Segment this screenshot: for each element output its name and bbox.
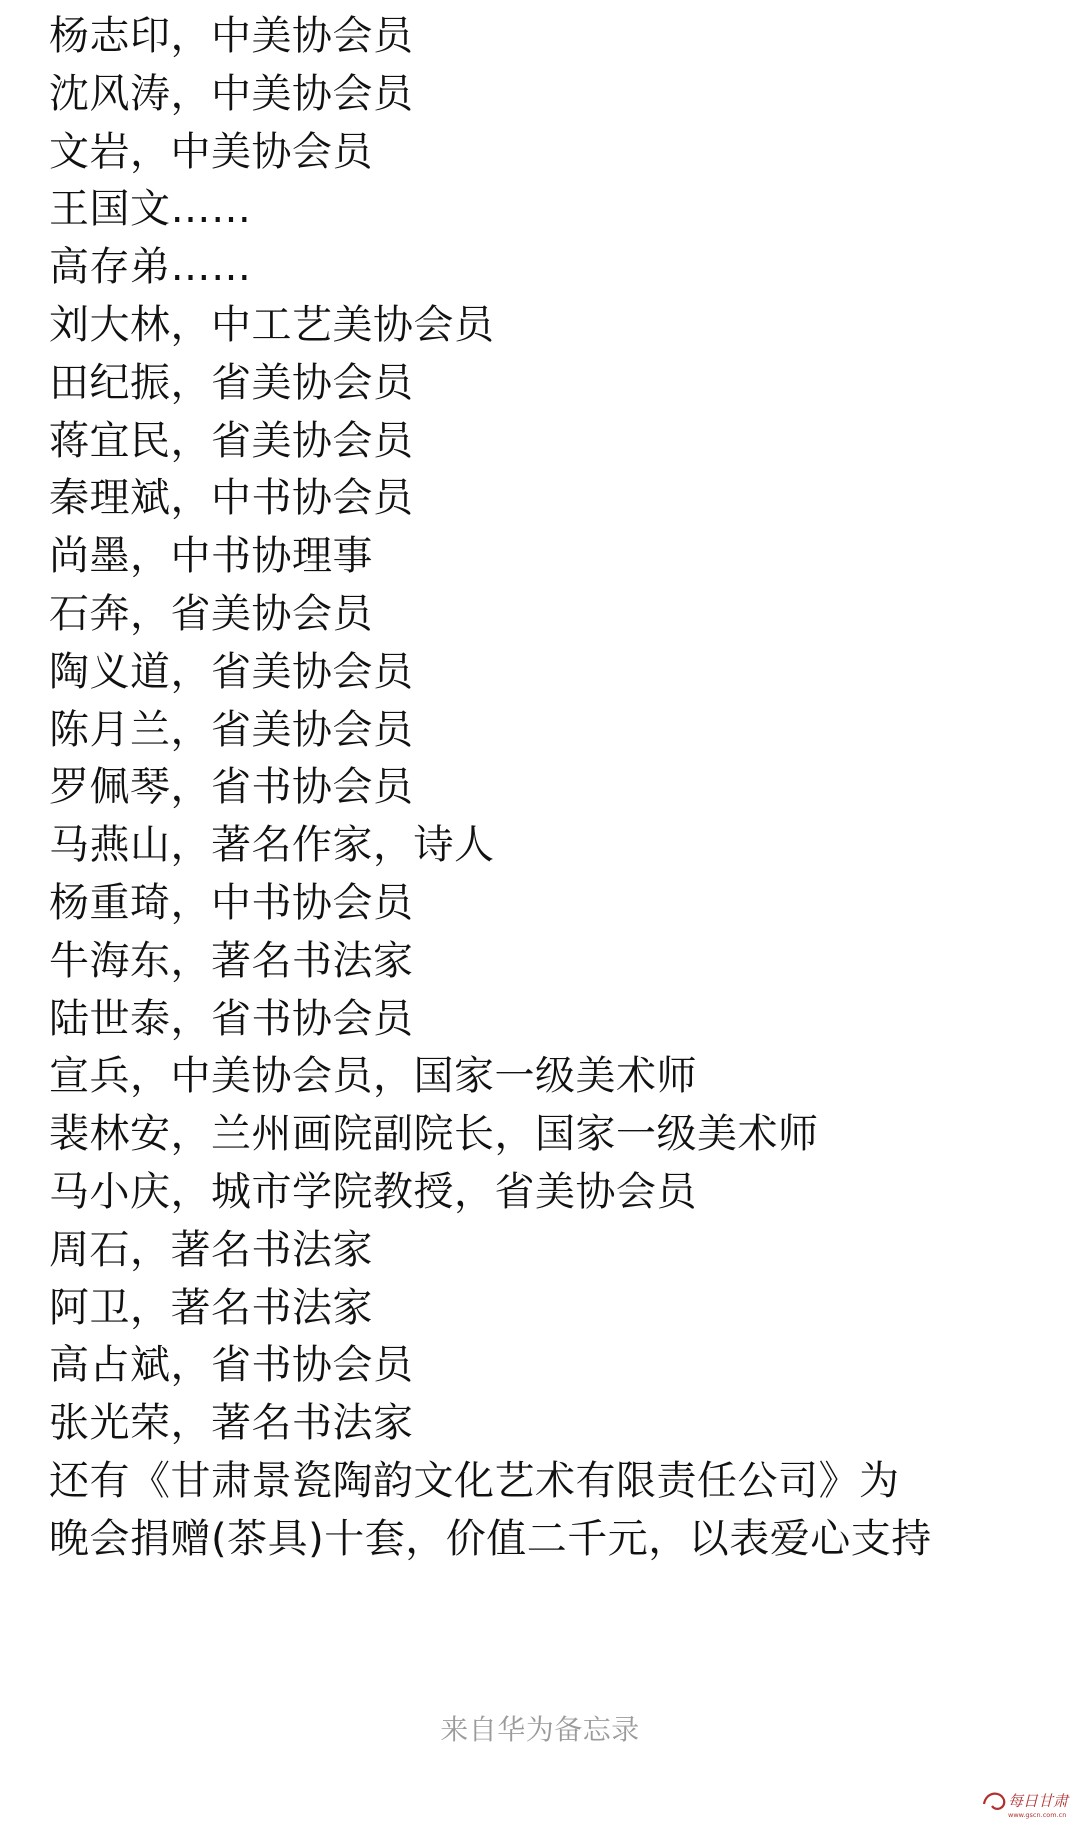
memo-line: 高占斌，省书协会员 <box>49 1342 414 1389</box>
memo-line: 罗佩琴，省书协会员 <box>49 764 414 811</box>
memo-line: 陶义道，省美协会员 <box>49 648 414 695</box>
memo-line: 牛海东，著名书法家 <box>49 937 414 984</box>
memo-line: 高存弟…… <box>49 244 252 291</box>
memo-source-footer: 来自华为备忘录 <box>440 1713 640 1746</box>
watermark-swirl-icon <box>984 1794 1004 1809</box>
memo-line: 周石，著名书法家 <box>49 1226 373 1273</box>
memo-line: 石奔，省美协会员 <box>49 590 373 637</box>
memo-line: 张光荣，著名书法家 <box>49 1400 414 1447</box>
memo-line: 杨重琦，中书协会员 <box>49 879 414 926</box>
watermark-brand-text: 每日甘肃 <box>1008 1792 1069 1810</box>
memo-line: 秦理斌，中书协会员 <box>49 475 414 522</box>
memo-line: 王国文…… <box>49 186 252 233</box>
memo-line: 陆世泰，省书协会员 <box>49 995 414 1042</box>
memo-line: 宣兵，中美协会员，国家一级美术师 <box>49 1053 697 1100</box>
memo-line: 马小庆，城市学院教授，省美协会员 <box>49 1168 697 1215</box>
memo-line: 还有《甘肃景瓷陶韵文化艺术有限责任公司》为 <box>49 1457 900 1504</box>
memo-line: 马燕山，著名作家，诗人 <box>49 822 495 869</box>
memo-content <box>49 8 1049 1569</box>
memo-line: 蒋宜民，省美协会员 <box>49 417 414 464</box>
memo-line: 裴林安，兰州画院副院长，国家一级美术师 <box>49 1111 819 1158</box>
memo-line: 尚墨，中书协理事 <box>49 533 373 580</box>
memo-line: 刘大林，中工艺美协会员 <box>49 301 495 348</box>
memo-line: 文岩，中美协会员 <box>49 128 373 175</box>
memo-line: 阿卫，著名书法家 <box>49 1284 373 1331</box>
site-watermark-logo <box>978 1782 1074 1822</box>
memo-line: 沈风涛，中美协会员 <box>49 70 414 117</box>
memo-line: 晚会捐赠(茶具)十套，价值二千元，以表爱心支持 <box>49 1515 932 1562</box>
watermark-url-text: www.gscn.com.cn <box>1008 1811 1067 1819</box>
memo-line: 陈月兰，省美协会员 <box>49 706 414 753</box>
memo-line: 田纪振，省美协会员 <box>49 359 414 406</box>
memo-line: 杨志印，中美协会员 <box>49 13 414 59</box>
